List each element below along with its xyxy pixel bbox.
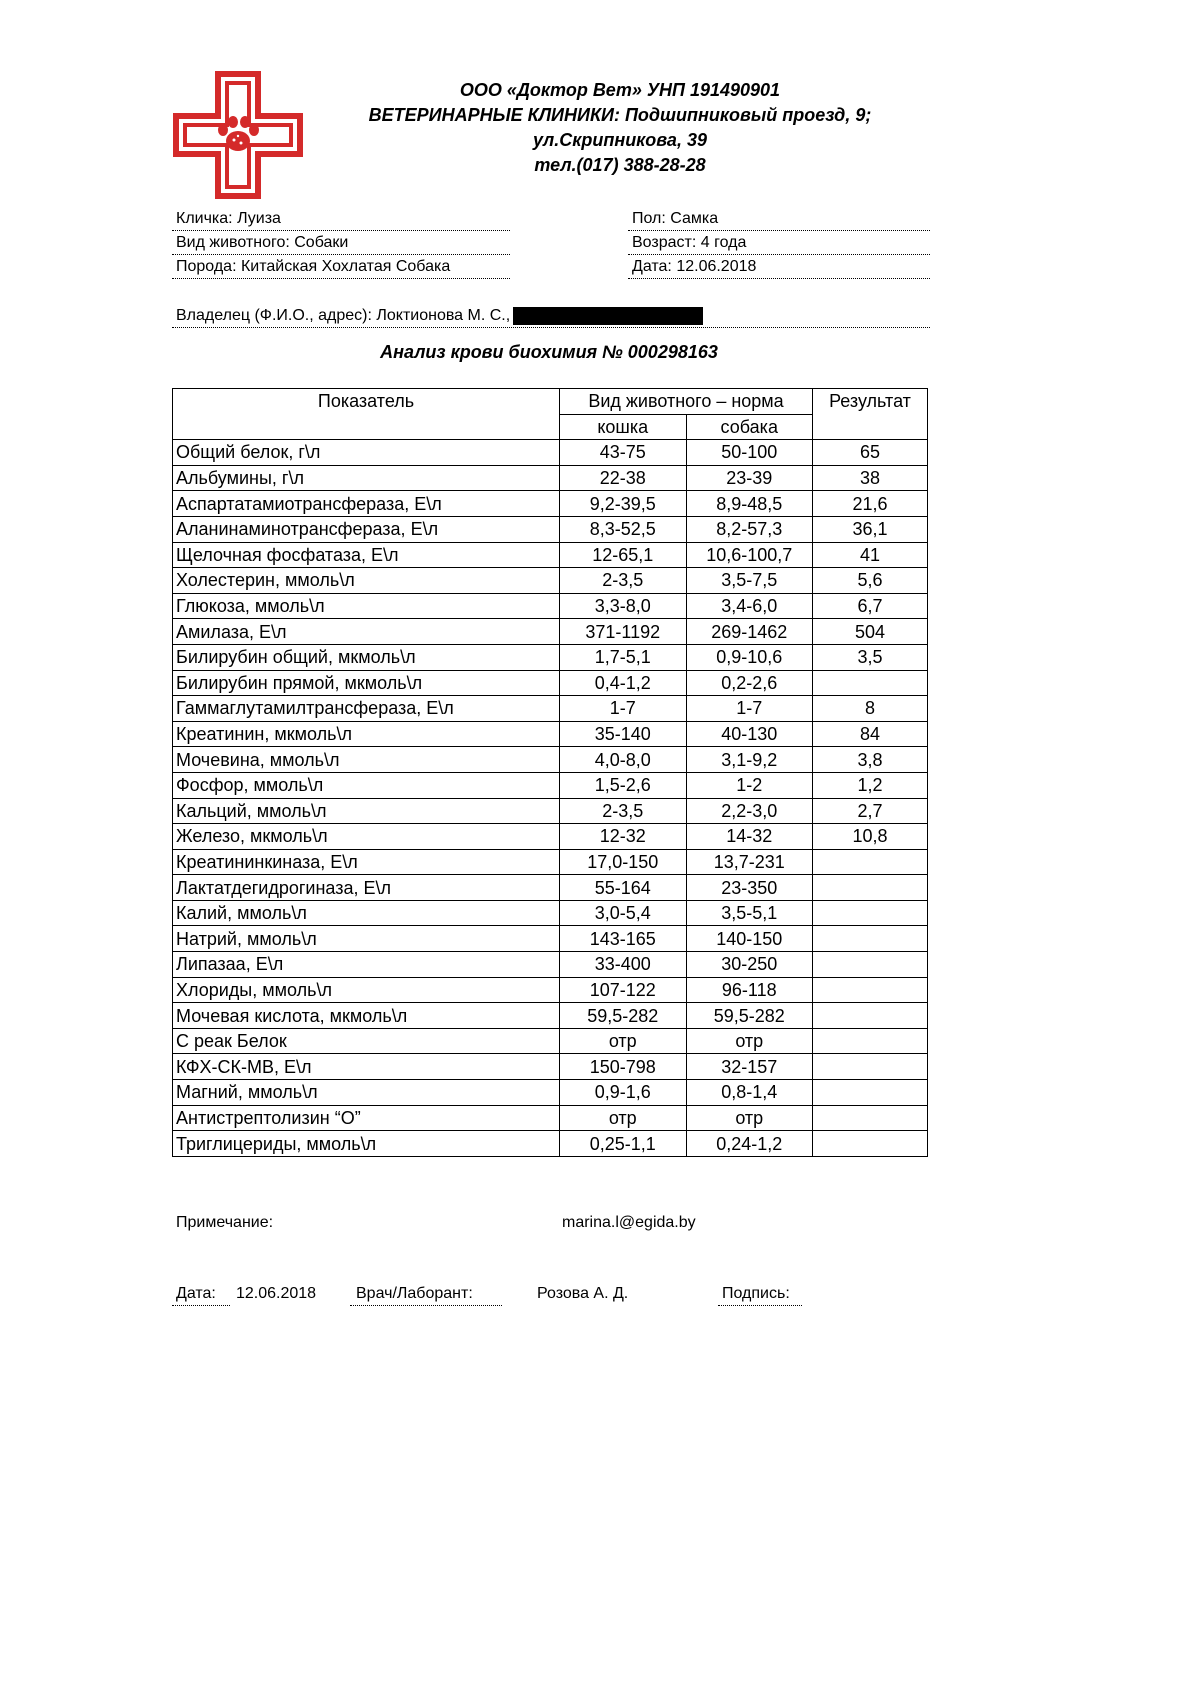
indicator-cell: Мочевина, ммоль\л — [173, 747, 560, 773]
indicator-cell: Хлориды, ммоль\л — [173, 977, 560, 1003]
indicator-cell: Магний, ммоль\л — [173, 1080, 560, 1106]
result-cell: 41 — [813, 542, 928, 568]
cat-norm-cell: 1,5-2,6 — [560, 772, 687, 798]
footer-doctor-name: Розова А. Д. — [537, 1285, 629, 1302]
dog-norm-cell: 0,2-2,6 — [686, 670, 813, 696]
dog-norm-cell: 10,6-100,7 — [686, 542, 813, 568]
result-cell: 6,7 — [813, 593, 928, 619]
table-header-row — [173, 389, 928, 415]
table-row — [173, 568, 928, 594]
dog-norm-cell: 30-250 — [686, 952, 813, 978]
table-row — [173, 875, 928, 901]
indicator-cell: Креатинин, мкмоль\л — [173, 721, 560, 747]
dog-norm-cell: 2,2-3,0 — [686, 798, 813, 824]
dog-norm-cell: 23-39 — [686, 465, 813, 491]
dog-norm-cell: 1-7 — [686, 696, 813, 722]
indicator-cell: Глюкоза, ммоль\л — [173, 593, 560, 619]
col-cat-header: кошка — [560, 414, 687, 440]
cat-norm-cell: 371-1192 — [560, 619, 687, 645]
indicator-cell: Железо, мкмоль\л — [173, 824, 560, 850]
table-row — [173, 798, 928, 824]
result-cell: 36,1 — [813, 516, 928, 542]
pet-name: Кличка: Луиза — [172, 208, 510, 231]
result-cell: 2,7 — [813, 798, 928, 824]
cat-norm-cell: 12-65,1 — [560, 542, 687, 568]
cat-norm-cell: 9,2-39,5 — [560, 491, 687, 517]
indicator-cell: Билирубин прямой, мкмоль\л — [173, 670, 560, 696]
cat-norm-cell: 4,0-8,0 — [560, 747, 687, 773]
result-cell — [813, 1054, 928, 1080]
table-row — [173, 849, 928, 875]
cat-norm-cell: 143-165 — [560, 926, 687, 952]
result-cell — [813, 1028, 928, 1054]
result-cell — [813, 900, 928, 926]
table-row — [173, 619, 928, 645]
result-cell: 8 — [813, 696, 928, 722]
owner-line — [172, 305, 930, 328]
cat-norm-cell: отр — [560, 1105, 687, 1131]
redacted-block — [513, 307, 703, 325]
footer-date-value: 12.06.2018 — [236, 1285, 317, 1302]
table-row — [173, 1054, 928, 1080]
pet-sex: Пол: Самка — [628, 208, 930, 231]
dog-norm-cell: 0,8-1,4 — [686, 1080, 813, 1106]
clinic-logo — [172, 70, 304, 200]
indicator-cell: Холестерин, ммоль\л — [173, 568, 560, 594]
indicator-cell: Кальций, ммоль\л — [173, 798, 560, 824]
indicator-cell: Липазаа, Е\л — [173, 952, 560, 978]
indicator-cell: Мочевая кислота, мкмоль\л — [173, 1003, 560, 1029]
dog-norm-cell: 40-130 — [686, 721, 813, 747]
cat-norm-cell: 35-140 — [560, 721, 687, 747]
results-body — [173, 440, 928, 1157]
cat-norm-cell: 150-798 — [560, 1054, 687, 1080]
table-row — [173, 900, 928, 926]
cat-norm-cell: 3,0-5,4 — [560, 900, 687, 926]
table-row — [173, 747, 928, 773]
result-cell: 3,5 — [813, 644, 928, 670]
result-cell — [813, 1105, 928, 1131]
indicator-cell: Калий, ммоль\л — [173, 900, 560, 926]
dog-norm-cell: 3,5-7,5 — [686, 568, 813, 594]
cat-norm-cell: 3,3-8,0 — [560, 593, 687, 619]
footer-doctor-label: Врач/Лаборант: — [356, 1285, 473, 1302]
table-row — [173, 440, 928, 466]
indicator-cell: Триглицериды, ммоль\л — [173, 1131, 560, 1157]
table-row — [173, 926, 928, 952]
cat-norm-cell: 0,9-1,6 — [560, 1080, 687, 1106]
result-cell — [813, 1131, 928, 1157]
dog-norm-cell: 3,1-9,2 — [686, 747, 813, 773]
pet-age: Возраст: 4 года — [628, 232, 930, 255]
table-row — [173, 721, 928, 747]
table-row — [173, 670, 928, 696]
pet-species: Вид животного: Собаки — [172, 232, 510, 255]
col-result-header: Результат — [813, 389, 928, 440]
cat-norm-cell: 55-164 — [560, 875, 687, 901]
company-name: ООО «Доктор Вет» УНП 191490901 — [459, 80, 781, 100]
result-cell: 38 — [813, 465, 928, 491]
result-cell: 65 — [813, 440, 928, 466]
dog-norm-cell: 140-150 — [686, 926, 813, 952]
dog-norm-cell: 3,4-6,0 — [686, 593, 813, 619]
indicator-cell: Аспартатамиотрансфераза, Е\л — [173, 491, 560, 517]
result-cell — [813, 849, 928, 875]
result-cell: 1,2 — [813, 772, 928, 798]
doctor-label-box — [350, 1283, 502, 1306]
table-row — [173, 465, 928, 491]
table-row — [173, 644, 928, 670]
indicator-cell: Общий белок, г\л — [173, 440, 560, 466]
pet-breed: Порода: Китайская Хохлатая Собака — [172, 256, 510, 279]
result-cell — [813, 977, 928, 1003]
result-cell: 84 — [813, 721, 928, 747]
dog-norm-cell: 59,5-282 — [686, 1003, 813, 1029]
cat-norm-cell: 0,4-1,2 — [560, 670, 687, 696]
dog-norm-cell: 8,9-48,5 — [686, 491, 813, 517]
dog-norm-cell: 0,24-1,2 — [686, 1131, 813, 1157]
cat-norm-cell: 59,5-282 — [560, 1003, 687, 1029]
cat-norm-cell: 22-38 — [560, 465, 687, 491]
cat-norm-cell: 43-75 — [560, 440, 687, 466]
indicator-cell: С реак Белок — [173, 1028, 560, 1054]
dog-norm-cell: 8,2-57,3 — [686, 516, 813, 542]
indicator-cell: Щелочная фосфатаза, Е\л — [173, 542, 560, 568]
dog-norm-cell: 32-157 — [686, 1054, 813, 1080]
col-norm-header: Вид животного – норма — [560, 389, 813, 415]
indicator-cell: Антистрептолизин “О” — [173, 1105, 560, 1131]
table-row — [173, 824, 928, 850]
table-row — [173, 516, 928, 542]
col-indicator-header: Показатель — [173, 389, 560, 440]
result-cell: 504 — [813, 619, 928, 645]
footer-signature-label: Подпись: — [722, 1285, 790, 1302]
clinics-address: ВЕТЕРИНАРНЫЕ КЛИНИКИ: Подшипниковый проезд, 9; — [368, 105, 872, 125]
cat-norm-cell: отр — [560, 1028, 687, 1054]
cat-norm-cell: 0,25-1,1 — [560, 1131, 687, 1157]
footer-date-label: Дата: — [176, 1285, 216, 1302]
result-cell — [813, 875, 928, 901]
result-cell — [813, 926, 928, 952]
col-dog-header: собака — [686, 414, 813, 440]
dog-norm-cell: 0,9-10,6 — [686, 644, 813, 670]
table-row — [173, 542, 928, 568]
table-row — [173, 491, 928, 517]
table-row — [173, 1003, 928, 1029]
signature-label-box — [718, 1283, 802, 1306]
table-row — [173, 1105, 928, 1131]
indicator-cell: Амилаза, Е\л — [173, 619, 560, 645]
table-row — [173, 696, 928, 722]
indicator-cell: Натрий, ммоль\л — [173, 926, 560, 952]
result-cell — [813, 670, 928, 696]
dog-norm-cell: 50-100 — [686, 440, 813, 466]
dog-norm-cell: 14-32 — [686, 824, 813, 850]
street-address: ул.Скрипникова, 39 — [533, 130, 707, 150]
table-row — [173, 1028, 928, 1054]
dog-norm-cell: 3,5-5,1 — [686, 900, 813, 926]
table-row — [173, 952, 928, 978]
indicator-cell: Фосфор, ммоль\л — [173, 772, 560, 798]
cat-norm-cell: 33-400 — [560, 952, 687, 978]
cat-norm-cell: 8,3-52,5 — [560, 516, 687, 542]
note-label: Примечание: — [176, 1214, 274, 1231]
table-row — [173, 977, 928, 1003]
result-cell — [813, 952, 928, 978]
cat-norm-cell: 12-32 — [560, 824, 687, 850]
indicator-cell: Билирубин общий, мкмоль\л — [173, 644, 560, 670]
indicator-cell: КФХ-СК-МВ, Е\л — [173, 1054, 560, 1080]
cat-norm-cell: 1-7 — [560, 696, 687, 722]
analysis-title: Анализ крови биохимия № 000298163 — [380, 342, 718, 362]
red-cross-paw-icon — [172, 70, 304, 200]
exam-date: Дата: 12.06.2018 — [628, 256, 930, 279]
table-row — [173, 772, 928, 798]
result-cell — [813, 1003, 928, 1029]
dog-norm-cell: 1-2 — [686, 772, 813, 798]
cat-norm-cell: 107-122 — [560, 977, 687, 1003]
cat-norm-cell: 1,7-5,1 — [560, 644, 687, 670]
indicator-cell: Лактатдегидрогиназа, Е\л — [173, 875, 560, 901]
indicator-cell: Альбумины, г\л — [173, 465, 560, 491]
cat-norm-cell: 2-3,5 — [560, 798, 687, 824]
table-row — [173, 593, 928, 619]
results-table — [172, 388, 928, 1157]
dog-norm-cell: 269-1462 — [686, 619, 813, 645]
dog-norm-cell: отр — [686, 1028, 813, 1054]
table-row — [173, 1131, 928, 1157]
result-cell: 5,6 — [813, 568, 928, 594]
date-label-box — [172, 1283, 230, 1306]
dog-norm-cell: отр — [686, 1105, 813, 1131]
table-row — [173, 1080, 928, 1106]
dog-norm-cell: 23-350 — [686, 875, 813, 901]
clinic-phone: тел.(017) 388-28-28 — [534, 155, 706, 175]
cat-norm-cell: 2-3,5 — [560, 568, 687, 594]
result-cell: 21,6 — [813, 491, 928, 517]
indicator-cell: Аланинаминотрансфераза, Е\л — [173, 516, 560, 542]
result-cell: 3,8 — [813, 747, 928, 773]
owner-label: Владелец (Ф.И.О., адрес): Локтионова М. С., — [176, 307, 511, 324]
result-cell: 10,8 — [813, 824, 928, 850]
indicator-cell: Креатининкиназа, Е\л — [173, 849, 560, 875]
dog-norm-cell: 96-118 — [686, 977, 813, 1003]
result-cell — [813, 1080, 928, 1106]
dog-norm-cell: 13,7-231 — [686, 849, 813, 875]
cat-norm-cell: 17,0-150 — [560, 849, 687, 875]
indicator-cell: Гаммаглутамилтрансфераза, Е\л — [173, 696, 560, 722]
email-contact: marina.l@egida.by — [562, 1214, 696, 1231]
